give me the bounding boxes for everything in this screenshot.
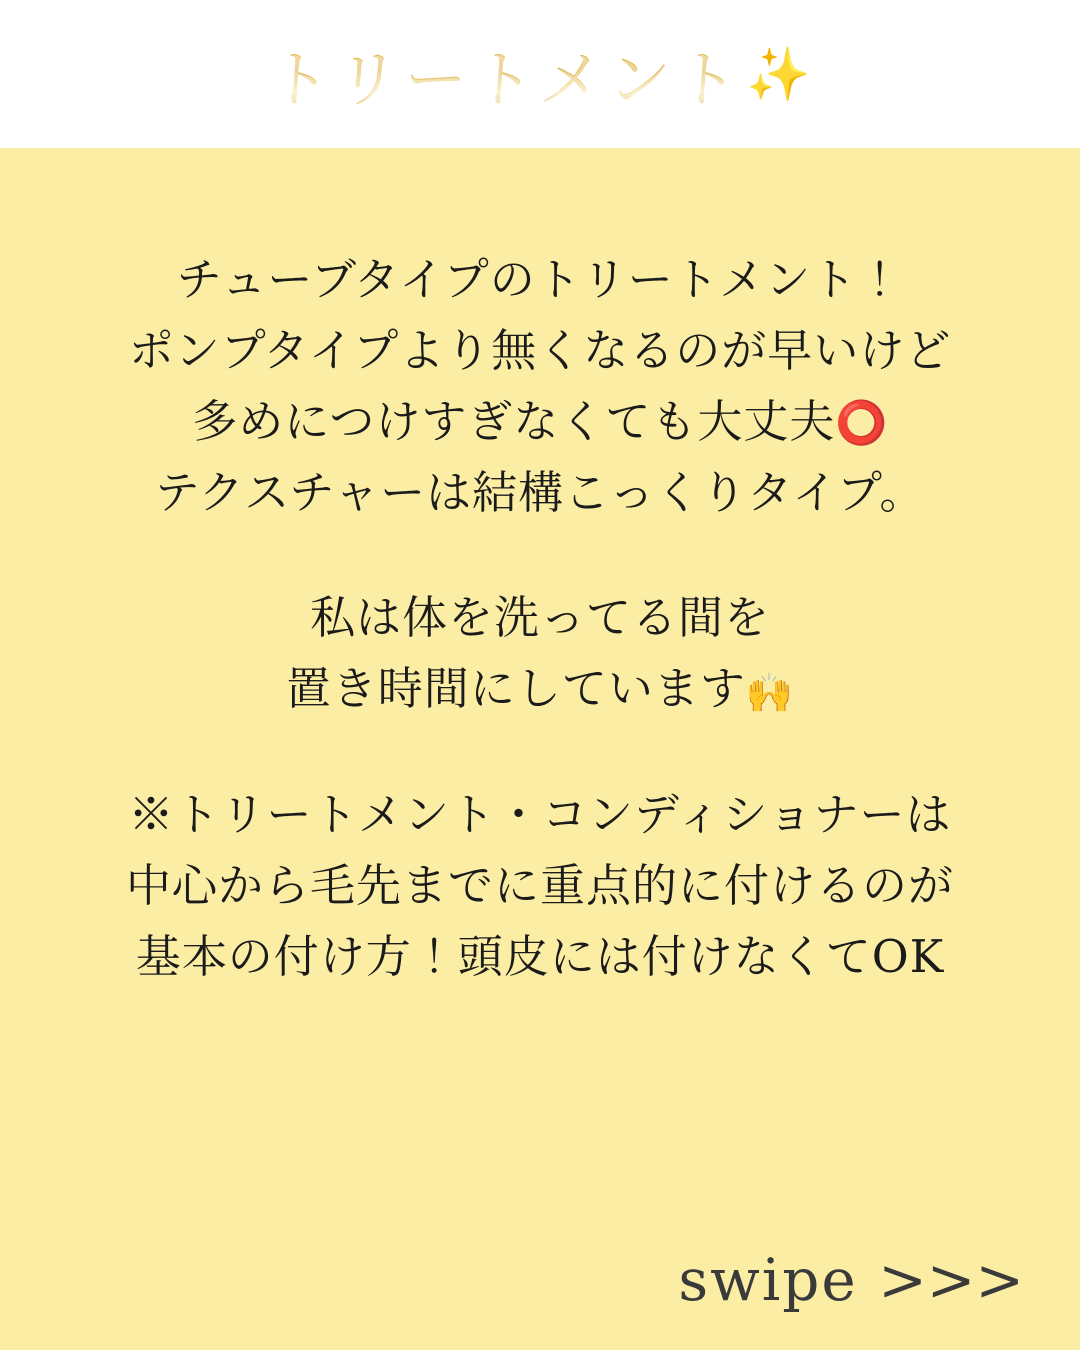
swipe-label: swipe [678,1246,858,1314]
red-circle-icon: ⭕ [835,398,888,448]
content-card [0,148,1080,1350]
paragraph-2-line-2 [38,653,1042,724]
paragraph-3-line-3: 基本の付け方！頭皮には付けなくてOK [135,929,945,983]
swipe-hint[interactable] [678,1246,1024,1314]
paragraph-2 [38,582,1042,724]
paragraph-3 [38,779,1042,992]
header [0,0,1080,148]
paragraph-2-line-1: 私は体を洗ってる間を [309,591,770,645]
page-title: トリートメント [266,30,748,119]
swipe-arrows-icon: >>> [878,1246,1024,1314]
paragraph-1-line-3-text: 多めにつけすぎなくても大丈夫 [192,395,836,449]
raising-hands-icon: 🙌 [745,671,795,716]
body-text [38,244,1042,992]
paragraph-3-line-1: ※トリートメント・コンディショナーは [128,787,952,841]
paragraph-3-line-2: 中心から毛先までに重点的に付けるのが [125,858,954,912]
paragraph-1 [38,244,1042,528]
paragraph-1-line-4: テクスチャーは結構こっくりタイプ。 [154,466,926,520]
sparkles-icon: ✨ [746,46,812,104]
paragraph-1-line-1: チューブタイプのトリートメント！ [176,253,904,306]
paragraph-2-line-2-text: 置き時間にしています [285,662,746,716]
paragraph-1-line-3 [38,386,1042,457]
paragraph-1-line-2: ポンプタイプより無くなるのが早いけど [128,324,952,378]
